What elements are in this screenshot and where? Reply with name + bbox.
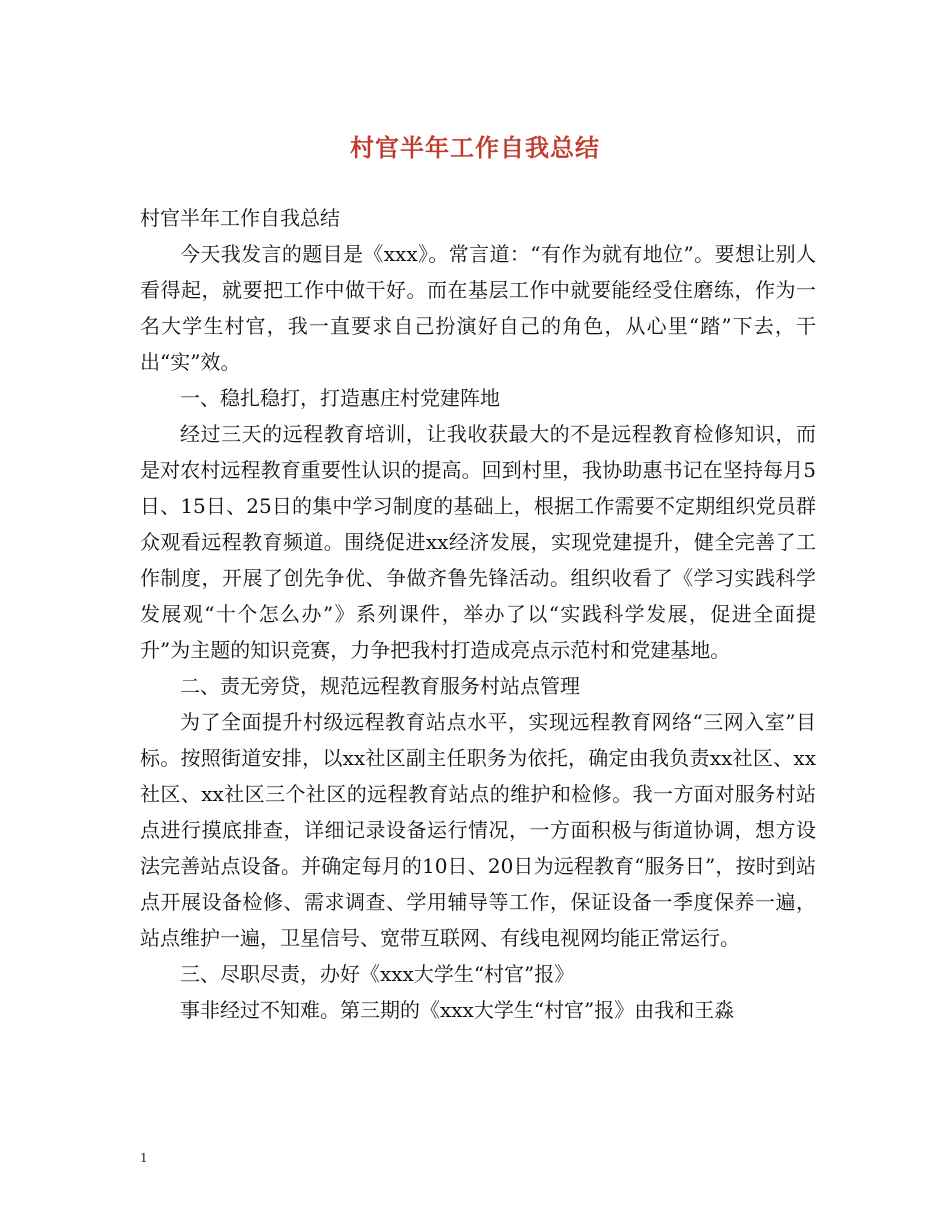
page-number: 1: [140, 1151, 148, 1165]
section-paragraph-1: 经过三天的远程教育培训，让我收获最大的不是远程教育检修知识，而是对农村远程教育重要性认识的提高。回到村里，我协助惠书记在坚持每月5日、15日、25日的集中学习制度的基础上，根据工作需要不定期组织党员群众观看远程教育频道。围绕促进xx经济发展，实现党建提升，健全完善了工作制度，开展了创先争优、争做齐鲁先锋活动。组织收看了《学习实践科学发展观“十个怎么办”》系列课件，举办了以“实践科学发展，促进全面提升”为主题的知识竞赛，力争把我村打造成亮点示范村和党建基地。: [140, 422, 816, 662]
document-body: [140, 200, 816, 1028]
section-heading-1: 一、稳扎稳打，打造惠庄村党建阵地: [180, 386, 500, 410]
section-heading-3: 三、尽职尽责，办好《xxx大学生“村官”报》: [180, 962, 575, 986]
section-paragraph-2: 为了全面提升村级远程教育站点水平，实现远程教育网络“三网入室”目标。按照街道安排，以xx社区副主任职务为依托，确定由我负责xx社区、xx社区、xx社区三个社区的远程教育站点的维护和检修。我一方面对服务村站点进行摸底排查，详细记录设备运行情况，一方面积极与街道协调，想方设法完善站点设备。并确定每月的10日、20日为远程教育“服务日”，按时到站点开展设备检修、需求调查、学用辅导等工作，保证设备一季度保养一遍，站点维护一遍，卫星信号、宽带互联网、有线电视网均能正常运行。: [140, 710, 816, 950]
subtitle-paragraph: 村官半年工作自我总结: [140, 206, 340, 230]
section-heading-2: 二、责无旁贷，规范远程教育服务村站点管理: [180, 674, 580, 698]
section-paragraph-3: 事非经过不知难。第三期的《xxx大学生“村官”报》由我和王淼: [180, 998, 735, 1022]
intro-paragraph: 今天我发言的题目是《xxx》。常言道：“有作为就有地位”。要想让别人看得起，就要把工作中做干好。而在基层工作中就要能经受住磨练，作为一名大学生村官，我一直要求自己扮演好自己的角色，从心里“踏”下去，干出“实”效。: [140, 242, 816, 374]
document-title: 村官半年工作自我总结: [350, 133, 600, 162]
